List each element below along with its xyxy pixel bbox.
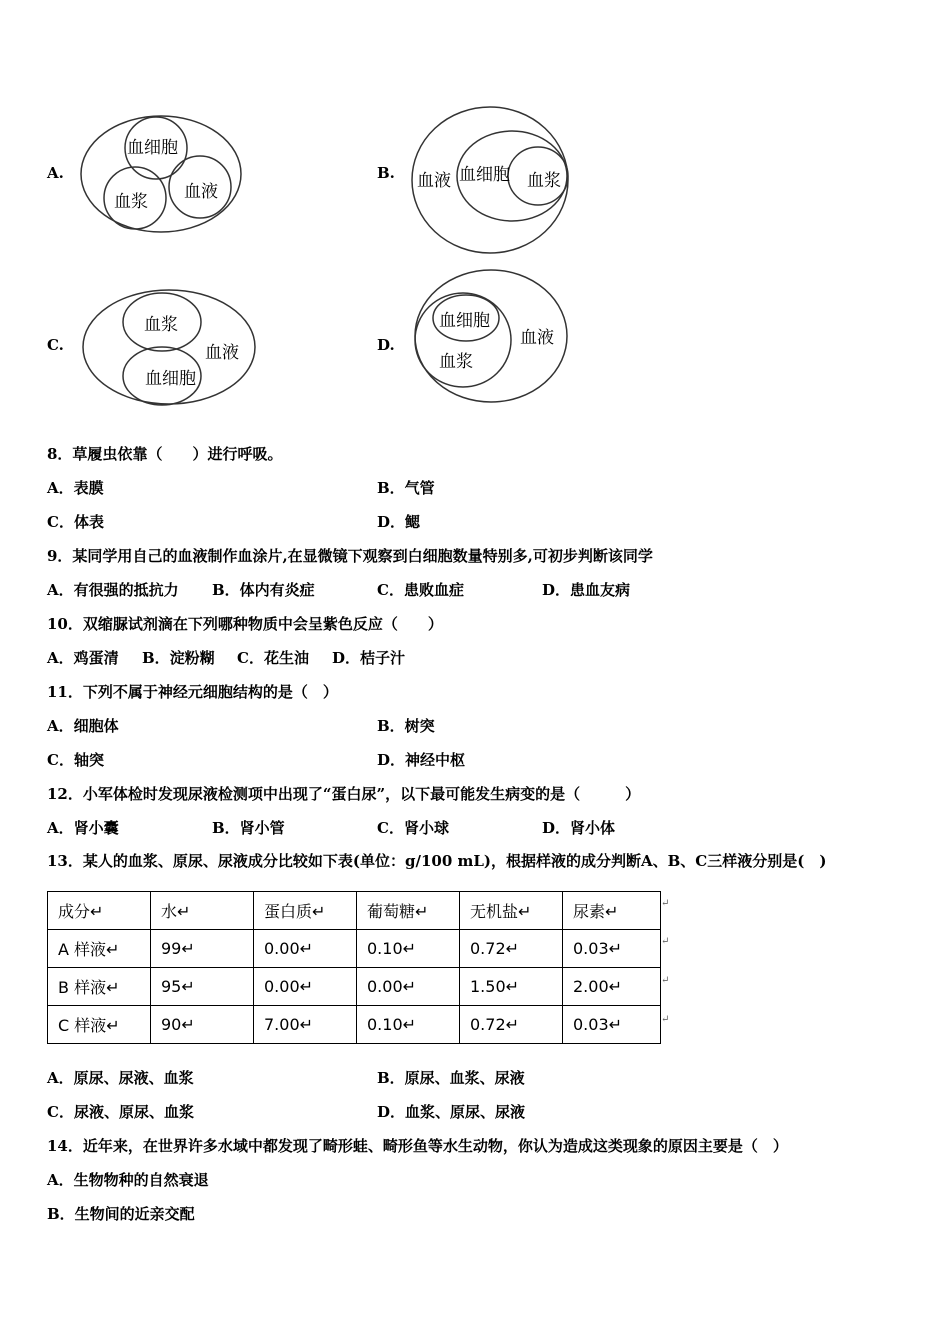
row-end-mark: ↵	[661, 1014, 670, 1025]
q12-option-c: C．肾小球	[377, 819, 449, 837]
q10-option-b: B．淀粉糊	[142, 649, 215, 667]
option-c-label: C.	[47, 336, 64, 354]
text-blood: 血液	[417, 171, 451, 191]
q8-option-d: D．鳃	[377, 513, 421, 531]
q10-stem: 10．双缩脲试剂滴在下列哪种物质中会呈紫色反应（ ）	[47, 615, 443, 633]
option-d-label: D.	[377, 336, 395, 354]
text-blood: 血液	[184, 182, 218, 202]
q11-option-d: D．神经中枢	[377, 751, 466, 769]
q9-option-b: B．体内有炎症	[212, 581, 315, 599]
q8-stem: 8．草履虫依靠（ ）进行呼吸。	[47, 445, 283, 463]
table-header-row	[48, 892, 661, 930]
q8-option-c: C．体表	[47, 513, 104, 531]
table-row	[48, 968, 661, 1006]
q11-option-b: B．树突	[377, 717, 435, 735]
table-cell: 95↵	[151, 968, 254, 1006]
table-cell: C 样液↵	[48, 1006, 151, 1044]
q9-option-c: C．患败血症	[377, 581, 464, 599]
table-cell: 0.00↵	[254, 968, 357, 1006]
diagram-d	[408, 263, 578, 413]
table-header-cell: 葡萄糖↵	[357, 892, 460, 930]
table-cell: 0.72↵	[460, 1006, 563, 1044]
table-cell: A 样液↵	[48, 930, 151, 968]
q12-option-b: B．肾小管	[212, 819, 285, 837]
row-end-mark: ↵	[661, 975, 670, 986]
table-header-cell: 水↵	[151, 892, 254, 930]
q13-option-b: B．原尿、血浆、尿液	[377, 1069, 525, 1087]
row-end-mark: ↵	[661, 936, 670, 947]
table-cell: 0.10↵	[357, 1006, 460, 1044]
table-cell: 7.00↵	[254, 1006, 357, 1044]
q8-option-a: A．表膜	[47, 479, 104, 497]
q10-option-d: D．桔子汁	[332, 649, 406, 667]
text-blood-cells: 血细胞	[439, 311, 490, 331]
table-cell: 0.00↵	[254, 930, 357, 968]
text-blood: 血液	[520, 328, 554, 348]
text-blood: 血液	[205, 343, 239, 363]
table-cell: 2.00↵	[563, 968, 661, 1006]
table-header-cell: 无机盐↵	[460, 892, 563, 930]
ellipse-plasma	[415, 293, 511, 387]
q9-option-a: A．有很强的抵抗力	[47, 581, 179, 599]
table-cell: 0.03↵	[563, 930, 661, 968]
text-plasma: 血浆	[144, 315, 178, 335]
q9-stem: 9．某同学用自己的血液制作血涂片,在显微镜下观察到白细胞数量特别多,可初步判断该同学	[47, 547, 653, 565]
q14-option-b: B．生物间的近亲交配	[47, 1205, 195, 1223]
q12-option-d: D．肾小体	[542, 819, 616, 837]
q14-stem: 14．近年来，在世界许多水域中都发现了畸形蛙、畸形鱼等水生动物，你认为造成这类现象的原因主要是（ ）	[47, 1137, 788, 1155]
q13-option-d: D．血浆、原尿、尿液	[377, 1103, 526, 1121]
table-header-cell: 蛋白质↵	[254, 892, 357, 930]
text-plasma: 血浆	[527, 171, 561, 191]
text-blood-cells: 血细胞	[127, 138, 178, 158]
q13-option-a: A．原尿、尿液、血浆	[47, 1069, 194, 1087]
table-cell: B 样液↵	[48, 968, 151, 1006]
q12-stem: 12．小军体检时发现尿液检测项中出现了“蛋白尿”，以下最可能发生病变的是（ ）	[47, 785, 641, 803]
table-header-cell: 成分↵	[48, 892, 151, 930]
diagram-a	[75, 110, 250, 240]
table-cell: 0.72↵	[460, 930, 563, 968]
option-a-label: A.	[47, 164, 64, 182]
q13-option-c: C．尿液、原尿、血浆	[47, 1103, 194, 1121]
text-blood-cells: 血细胞	[459, 165, 510, 185]
text-plasma: 血浆	[439, 352, 473, 372]
table-cell: 90↵	[151, 1006, 254, 1044]
q10-option-a: A．鸡蛋清	[47, 649, 119, 667]
q12-option-a: A．肾小囊	[47, 819, 119, 837]
table-cell: 0.00↵	[357, 968, 460, 1006]
text-plasma: 血浆	[114, 192, 148, 212]
table-cell: 0.03↵	[563, 1006, 661, 1044]
table-row	[48, 1006, 661, 1044]
table-cell: 0.10↵	[357, 930, 460, 968]
q11-option-c: C．轴突	[47, 751, 104, 769]
table-row	[48, 930, 661, 968]
table-header-cell: 尿素↵	[563, 892, 661, 930]
table-cell: 1.50↵	[460, 968, 563, 1006]
diagram-b	[405, 103, 580, 263]
q10-option-c: C．花生油	[237, 649, 309, 667]
q11-option-a: A．细胞体	[47, 717, 119, 735]
option-b-label: B.	[377, 164, 395, 182]
row-end-mark: ↵	[661, 898, 670, 909]
q13-stem: 13．某人的血浆、原尿、尿液成分比较如下表(单位：g/100 mL)，根据样液的成分判断A、B、C三样液分别是( )	[47, 852, 827, 870]
text-blood-cells: 血细胞	[145, 369, 196, 389]
composition-table	[47, 891, 661, 1044]
q14-option-a: A．生物物种的自然衰退	[47, 1171, 209, 1189]
diagram-c	[75, 283, 265, 413]
q8-option-b: B．气管	[377, 479, 435, 497]
table-cell: 99↵	[151, 930, 254, 968]
q11-stem: 11．下列不属于神经元细胞结构的是（ ）	[47, 683, 338, 701]
q9-option-d: D．患血友病	[542, 581, 631, 599]
